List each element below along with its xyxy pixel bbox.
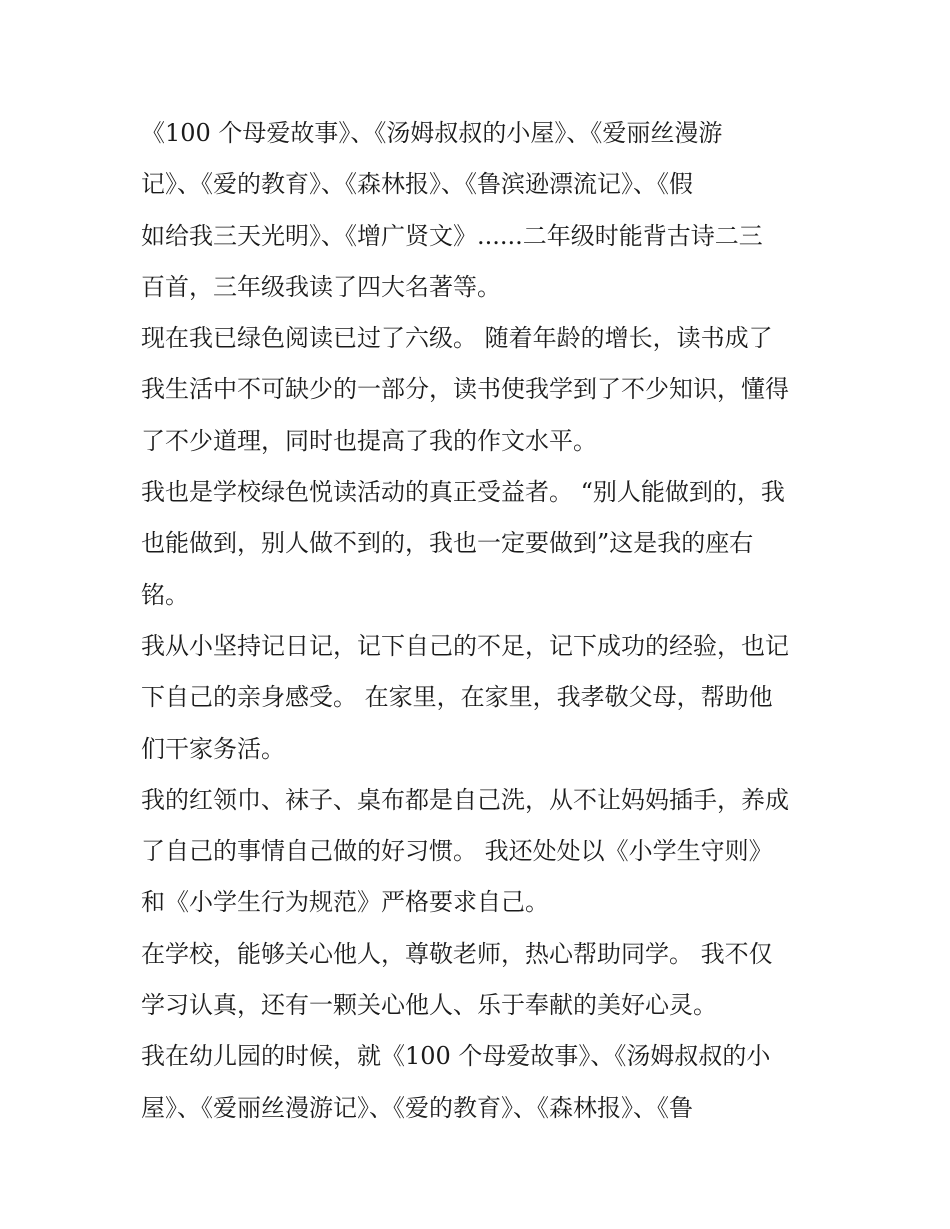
text-line: 《100 个母爱故事》、《汤姆叔叔的小屋》、《爱丽丝漫游 <box>141 119 723 147</box>
text-line: 百首，三年级我读了四大名著等。 <box>141 272 501 301</box>
text-line: 下自己的亲身感受。 在家里，在家里，我孝敬父母，帮助他 <box>141 683 773 712</box>
text-line: 了自己的事情自己做的好习惯。 我还处处以《小学生守则》 <box>141 837 773 866</box>
text-line: 我在幼儿园的时候，就《100 个母爱故事》、《汤姆叔叔的小 <box>141 1042 771 1071</box>
text-line: 了不少道理，同时也提高了我的作文水平。 <box>141 426 597 455</box>
text-line: 我从小坚持记日记，记下自己的不足，记下成功的经验，也记 <box>141 631 789 660</box>
text-line: 我的红领巾、袜子、桌布都是自己洗，从不让妈妈插手，养成 <box>141 785 789 814</box>
text-line: 我也是学校绿色悦读活动的真正受益者。 “别人能做到的，我 <box>141 478 785 507</box>
text-line: 在学校，能够关心他人，尊敬老师，热心帮助同学。 我不仅 <box>141 939 773 968</box>
text-line: 如给我三天光明》、《增广贤文》......二年级时能背古诗二三 <box>141 221 763 250</box>
text-line: 现在我已绿色阅读已过了六级。 随着年龄的增长，读书成了 <box>141 324 773 353</box>
text-line: 们干家务活。 <box>141 734 285 763</box>
text-line: 也能做到，别人做不到的，我也一定要做到”这是我的座右 <box>141 529 754 558</box>
text-line: 屋》、《爱丽丝漫游记》、《爱的教育》、《森林报》、《鲁 <box>141 1093 693 1122</box>
text-line: 我生活中不可缺少的一部分，读书使我学到了不少知识，懂得 <box>141 375 789 404</box>
body-text <box>141 108 821 1134</box>
text-line: 学习认真，还有一颗关心他人、乐于奉献的美好心灵。 <box>141 991 717 1020</box>
text-line: 记》、《爱的教育》、《森林报》、《鲁滨逊漂流记》、《假 <box>141 170 693 199</box>
text-line: 和《小学生行为规范》严格要求自己。 <box>141 888 549 917</box>
text-line: 铭。 <box>141 580 189 609</box>
